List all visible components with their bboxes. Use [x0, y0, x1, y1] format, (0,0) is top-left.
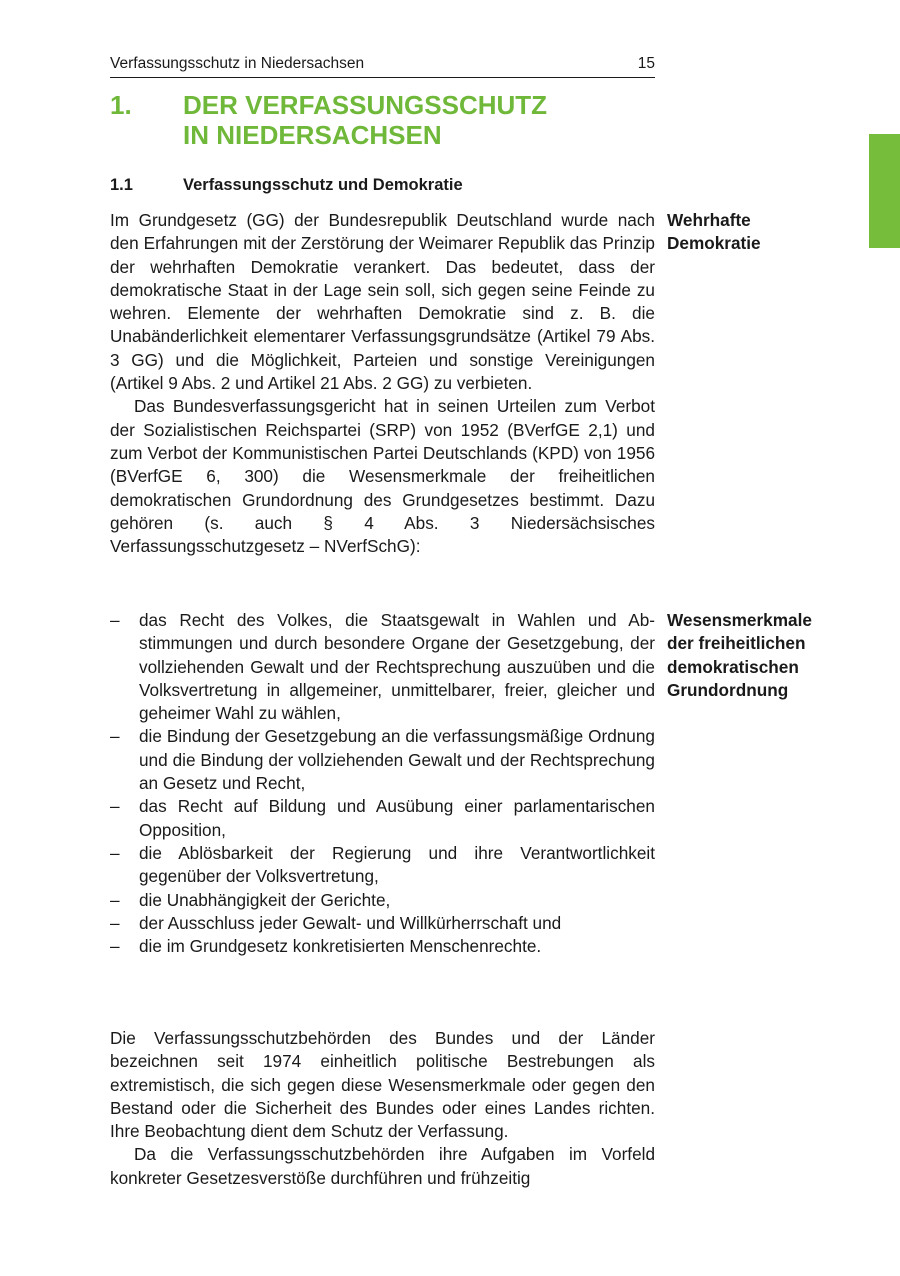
list-dash: –	[110, 726, 120, 747]
body-text-top	[110, 209, 655, 558]
list-dash: –	[110, 610, 120, 630]
list-item	[110, 935, 655, 958]
margin-note-wehrhafte-demokratie	[667, 209, 867, 256]
feature-list	[110, 609, 655, 958]
page-number: 15	[637, 55, 655, 72]
margin-note-line: demokratischen	[667, 656, 799, 677]
list-item-text: das Recht des Volkes, die Staatsgewalt in Wahlen und Abstimmungen und durch besondere Organe der Gesetzgebung, der vollziehenden Gewalt und der Rechtsprechung auszuüben und die Volksvertretung in allgemeiner, unmittelbarer, freier, gleicher und geheimer Wahl zu wählen,	[139, 610, 655, 724]
section-number: 1.1	[110, 176, 133, 194]
margin-note-line: der freiheitlichen	[667, 633, 806, 654]
list-item	[110, 725, 655, 795]
chapter-number: 1.	[110, 90, 132, 120]
list-item-text: die Unabhängigkeit der Gerichte,	[139, 889, 391, 910]
page-header	[110, 52, 655, 78]
margin-note-line: Demokratie	[667, 233, 761, 254]
list-dash: –	[110, 889, 120, 910]
list-item-text: die im Grundgesetz konkretisierten Menschenrechte.	[139, 936, 542, 957]
list-item-text: der Ausschluss jeder Gewalt- und Willkürherrschaft und	[139, 912, 562, 933]
paragraph: Das Bundesverfassungsgericht hat in seinen Urteilen zum Verbot der Sozialistischen Reichspartei (SRP) von 1952 (BVerfGE 2,1) und zum Verbot der Kommunistischen Partei Deutschlands (KPD) von 1956 (BVerfGE 6, 300) die Wesensmerkmale der freiheitlichen demokratischen Grundordnung des Grundgesetzes bestimmt. Dazu gehören (s. auch § 4 Abs. 3 Niedersächsisches Verfassungsschutzgesetz – NVerfSchG):	[110, 396, 655, 557]
paragraph: Die Verfassungsschutzbehörden des Bundes und der Länder bezeichnen seit 1974 einheitlich politische Bestrebungen als extremistisch, die sich gegen diese Wesensmerkmale oder gegen den Bestand oder die Sicherheit des Bundes oder eines Landes richten. Ihre Beobachtung dient dem Schutz der Verfassung.	[110, 1028, 655, 1142]
running-title: Verfassungsschutz in Niedersachsen	[110, 55, 365, 72]
list-item-text: die Ablösbarkeit der Regierung und ihre Verantwortlichkeit gegenüber der Volksvertretung,	[139, 842, 655, 887]
margin-note-line: Wesensmerkmale	[667, 610, 812, 630]
margin-note-line: Grundordnung	[667, 679, 789, 700]
chapter-title-line-1: DER VERFASSUNGSSCHUTZ	[183, 90, 548, 120]
list-item-text: die Bindung der Gesetzgebung an die verfassungsmäßige Ordnung und die Bindung der vollziehenden Gewalt und der Rechtsprechung an Gesetz und Recht,	[139, 726, 655, 794]
list-item	[110, 889, 655, 912]
paragraph: Im Grundgesetz (GG) der Bundesrepublik Deutschland wurde nach den Erfahrungen mit der Zerstörung der Weimarer Republik das Prinzip der wehrhaften Demokratie verankert. Das bedeutet, dass der demokratische Staat in der Lage sein soll, sich gegen seine Feinde zu wehren. Elemente der wehrhaften Demokratie sind z. B. die Unabänderlichkeit elementarer Verfassungsgrundsätze (Artikel 79 Abs. 3 GG) und die Möglichkeit, Parteien und sonstige Vereinigungen (Artikel 9 Abs. 2 und Artikel 21 Abs. 2 GG) zu verbieten.	[110, 210, 655, 394]
list-dash: –	[110, 936, 120, 957]
section-title: Verfassungsschutz und Demokratie	[183, 176, 463, 194]
list-item-text: das Recht auf Bildung und Ausübung einer parlamentarischen Opposition,	[139, 796, 655, 840]
body-text-bottom	[110, 1027, 655, 1190]
list-dash: –	[110, 912, 120, 933]
list-item	[110, 912, 655, 935]
paragraph: Da die Verfassungsschutzbehörden ihre Aufgaben im Vorfeld konkreter Gesetzesverstöße durchführen und frühzeitig	[110, 1144, 655, 1188]
chapter-title	[183, 90, 663, 150]
list-dash: –	[110, 842, 120, 863]
margin-note-line: Wehrhafte	[667, 210, 751, 230]
chapter-tab-marker	[869, 134, 900, 248]
margin-note-wesensmerkmale	[667, 609, 867, 702]
chapter-title-line-2: IN NIEDERSACHSEN	[183, 120, 442, 150]
list-item	[110, 795, 655, 842]
list-item	[110, 842, 655, 889]
list-dash: –	[110, 796, 120, 817]
list-item	[110, 609, 655, 725]
